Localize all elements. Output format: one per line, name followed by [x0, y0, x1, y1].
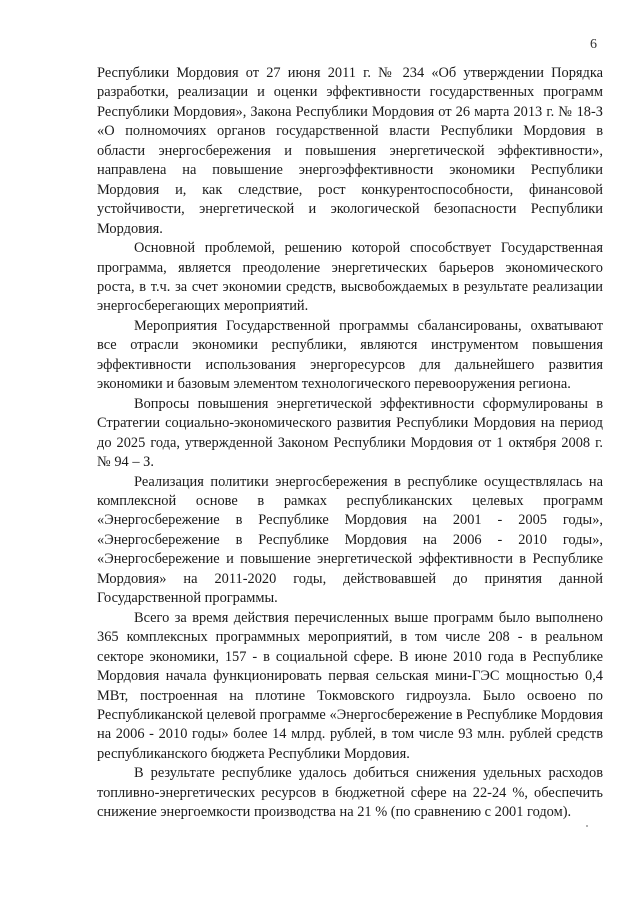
paragraph-2: Основной проблемой, решению которой способствует Государственная программа, является преодоление энергетических барьеров экономического роста, в т.ч. за счет экономии средств, высвобождаемых в результате реализации энергосберегающих мероприятий.	[97, 240, 603, 315]
scan-speck	[586, 825, 588, 827]
paragraph-1: Республики Мордовия от 27 июня 2011 г. № 234 «Об утверждении Порядка разработки, реализации и оценки эффективности государственных программ Республики Мордовия», Закона Республики Мордовия от 26 марта 2013 г. № 18-З «О полномочиях органов государственной власти Республики Мордовия в области энергосбережения и повышения энергетической эффективности», направлена на повышение энергоэффективности экономики Республики Мордовия и, как следствие, рост конкурентоспособности, финансовой устойчивости, энергетической и экологической безопасности Республики Мордовия.	[97, 65, 603, 237]
paragraph-6: Всего за время действия перечисленных выше программ было выполнено 365 комплексных программных мероприятий, в том числе 208 - в реальном секторе экономики, 157 - в социальной сфере. В июне 2010 года в Республике Мордовия начала функционировать первая сельская мини-ГЭС мощностью 0,4 МВт, построенная на плотине Токмовского гидроузла. Было освоено по Республиканской целевой программе «Энергосбережение в Республике Мордовия на 2006 - 2010 годы» более 14 млрд. рублей, в том числе 93 млн. рублей средств республиканского бюджета Республики Мордовия.	[97, 609, 603, 762]
paragraph-7: В результате республике удалось добиться снижения удельных расходов топливно-энергетических ресурсов в бюджетной сфере на 22-24 %, обеспечить снижение энергоемкости производства на 21 % (по сравнению с 2001 годом).	[97, 765, 603, 821]
page-number: 6	[590, 37, 597, 52]
paragraph-5: Реализация политики энергосбережения в республике осуществлялась на комплексной основе в рамках республиканских целевых программ «Энергосбережение в Республике Мордовия на 2001 - 2005 годы», «Энергосбережение в Республике Мордовия на 2006 - 2010 годы», «Энергосбережение и повышение энергетической эффективности в Республике Мордовия» на 2011-2020 годы, действовавшей до принятия данной Государственной программы.	[97, 473, 603, 607]
document-body	[97, 64, 603, 823]
paragraph-3: Мероприятия Государственной программы сбалансированы, охватывают все отрасли экономики республики, являются инструментом повышения эффективности использования энергоресурсов для дальнейшего развития экономики и базовым элементом технологического перевооружения региона.	[97, 317, 603, 393]
paragraph-4: Вопросы повышения энергетической эффективности сформулированы в Стратегии социально-экономического развития Республики Мордовия на период до 2025 года, утвержденной Законом Республики Мордовия от 1 октября 2008 г. № 94 – З.	[97, 395, 603, 471]
